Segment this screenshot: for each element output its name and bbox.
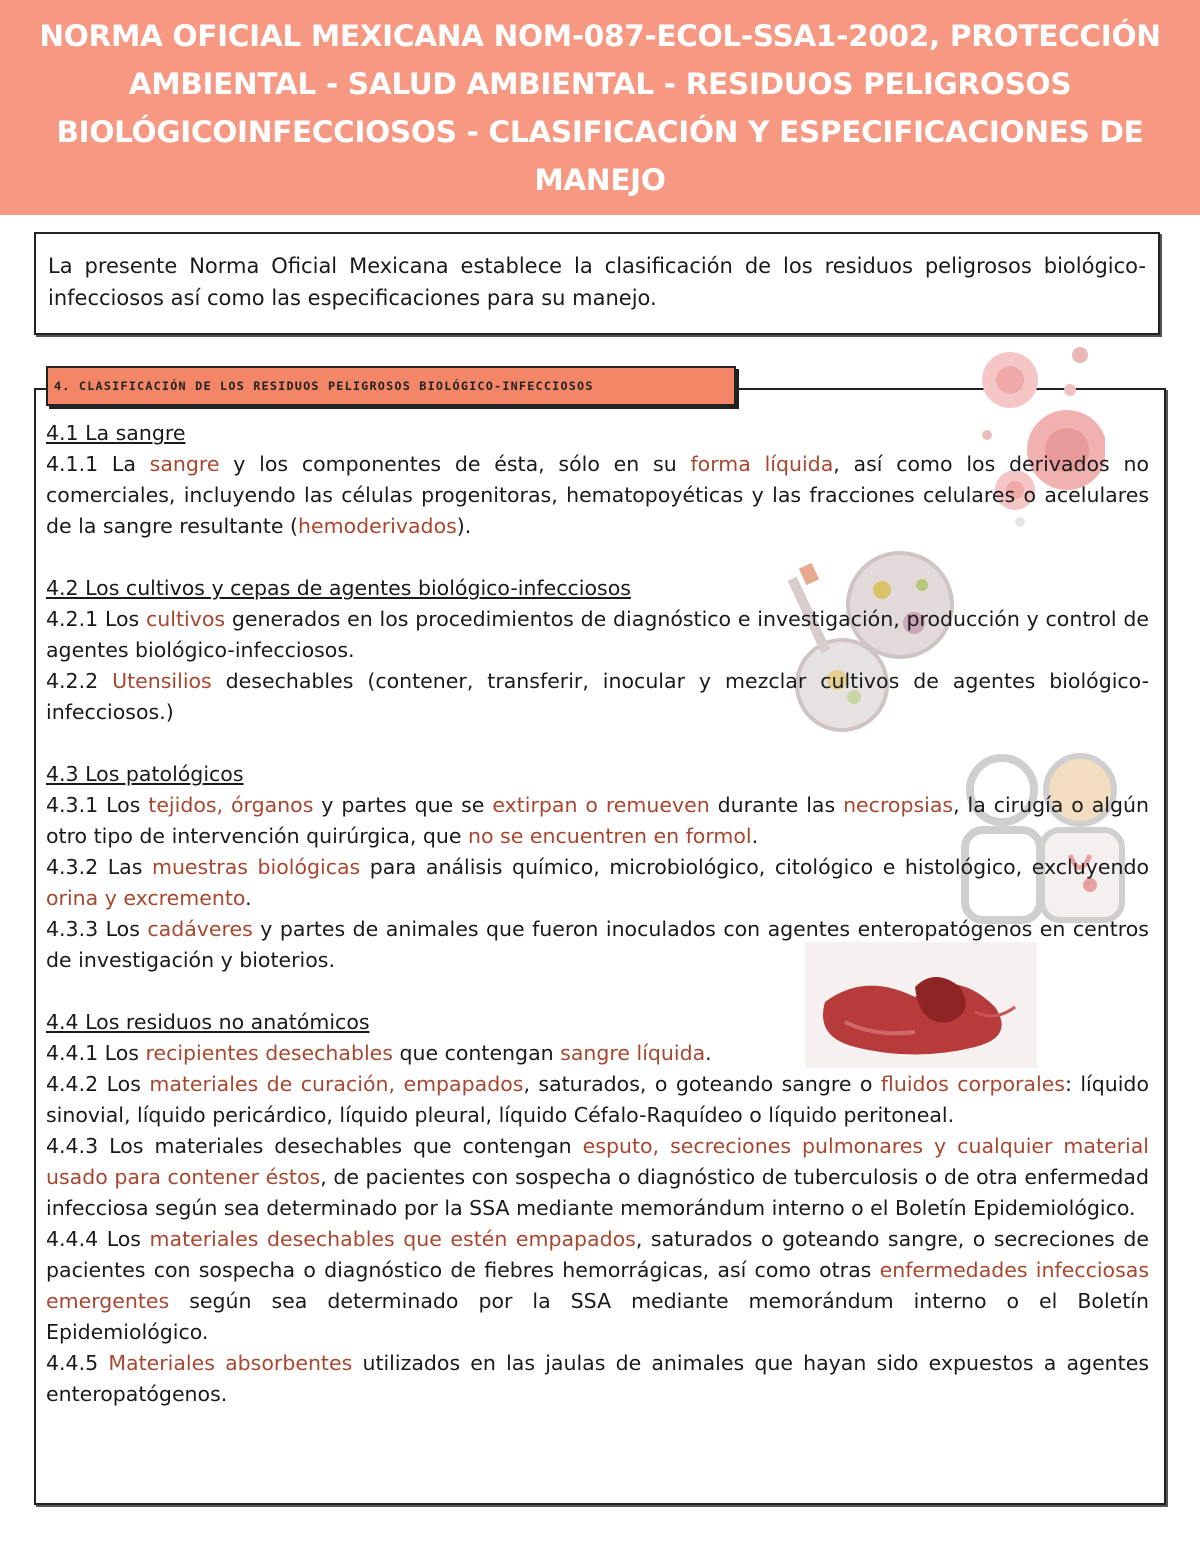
text-run: ).: [456, 514, 472, 538]
highlighted-term: recipientes desechables: [145, 1041, 393, 1065]
text-run: desechables (contener, transferir, inocular y mezclar cultivos de agentes biológico-infecciosos.): [46, 669, 1149, 724]
title-banner: [0, 0, 1200, 215]
text-run: generados en los procedimientos de diagnóstico e investigación, producción y control de agentes biológico-infecciosos.: [46, 607, 1149, 662]
text-run: y los componentes de ésta, sólo en su: [219, 452, 691, 476]
text-run: 4.3.2 Las: [46, 855, 152, 879]
paragraph-4-4-5: [46, 1348, 1149, 1410]
text-run: , saturados o goteando sangre, o secreciones de pacientes con sospecha o diagnóstico de fiebres hemorrágicas, así como otras: [46, 1227, 1150, 1282]
text-run: según sea determinado por la SSA mediante memorándum interno o el Boletín Epidemiológico.: [46, 1289, 1149, 1344]
highlighted-term: enfermedades infecciosas emergentes: [46, 1258, 1150, 1313]
text-run: 4.4.5: [46, 1351, 109, 1375]
paragraph-4-4-2: [46, 1069, 1149, 1131]
paragraph-4-3-3: [46, 914, 1149, 976]
highlighted-term: cadáveres: [147, 917, 253, 941]
paragraph-4-2-2: [46, 666, 1149, 728]
highlighted-term: materiales de curación, empapados: [149, 1072, 524, 1096]
text-run: : líquido sinovial, líquido pericárdico, líquido pleural, líquido Céfalo-Raquídeo o líquido peritoneal.: [46, 1072, 1149, 1127]
text-run: 4.3.1 Los: [46, 793, 149, 817]
section-title: 4. CLASIFICACIÓN DE LOS RESIDUOS PELIGROSOS BIOLÓGICO-INFECCIOSOS: [54, 379, 594, 393]
text-run: para análisis químico, microbiológico, citológico e histológico, excluyendo: [360, 855, 1149, 879]
text-run: y partes que se: [313, 793, 493, 817]
classification-content: [46, 418, 1149, 1410]
page-title: NORMA OFICIAL MEXICANA NOM-087-ECOL-SSA1-2002, PROTECCIÓN AMBIENTAL - SALUD AMBIENTAL - RESIDUOS PELIGROSOS BIOLÓGICOINFECCIOSOS - CLASIFICACIÓN Y ESPECIFICACIONES DE MANEJO: [39, 18, 1161, 197]
text-run: 4.4.2 Los: [46, 1072, 150, 1096]
highlighted-term: Utensilios: [112, 669, 212, 693]
paragraph-4-1-1: [46, 449, 1149, 542]
text-run: 4.4.4 Los: [46, 1227, 150, 1251]
subsection-heading-4-1: 4.1 La sangre: [46, 421, 186, 445]
subsection-heading-4-4: 4.4 Los residuos no anatómicos: [46, 1010, 370, 1034]
paragraph-4-4-3: [46, 1131, 1149, 1224]
text-run: y partes de animales que fueron inoculados con agentes enteropatógenos en centros de investigación y bioterios.: [46, 917, 1149, 972]
paragraph-4-4-1: [46, 1038, 1149, 1069]
text-run: .: [245, 886, 252, 910]
highlighted-term: fluidos corporales: [880, 1072, 1065, 1096]
text-run: 4.4.1 Los: [46, 1041, 146, 1065]
highlighted-term: esputo, secreciones pulmonares y cualquier material usado para contener éstos: [46, 1134, 1150, 1189]
highlighted-term: muestras biológicas: [151, 855, 361, 879]
highlighted-term: tejidos, órganos: [148, 793, 314, 817]
text-run: .: [705, 1041, 712, 1065]
intro-box: [34, 232, 1160, 335]
paragraph-4-4-4: [46, 1224, 1149, 1348]
text-run: , saturados, o goteando sangre o: [523, 1072, 881, 1096]
highlighted-term: sangre: [149, 452, 220, 476]
highlighted-term: cultivos: [146, 607, 226, 631]
text-run: , de pacientes con sospecha o diagnóstico de tuberculosis o de otra enfermedad infecciosa según sea determinado por la SSA mediante memorándum interno o el Boletín Epidemiológico.: [46, 1165, 1149, 1220]
text-run: 4.1.1 La: [46, 452, 150, 476]
text-run: 4.3.3 Los: [46, 917, 148, 941]
subsection-heading-4-2: 4.2 Los cultivos y cepas de agentes biológico-infecciosos: [46, 576, 631, 600]
paragraph-4-2-1: [46, 604, 1149, 666]
text-run: , así como los derivados no comerciales, incluyendo las células progenitoras, hematopoyéticas y las fracciones celulares o acelulares de la sangre resultante (: [46, 452, 1149, 538]
highlighted-term: Materiales absorbentes: [108, 1351, 353, 1375]
paragraph-4-3-2: [46, 852, 1149, 914]
text-run: utilizados en las jaulas de animales que hayan sido expuestos a agentes enteropatógenos.: [46, 1351, 1150, 1406]
text-run: durante las: [709, 793, 844, 817]
highlighted-term: orina y excremento: [46, 886, 246, 910]
paragraph-4-3-1: [46, 790, 1149, 852]
highlighted-term: sangre líquida: [560, 1041, 706, 1065]
text-run: 4.4.3 Los materiales desechables que contengan: [46, 1134, 583, 1158]
text-run: , la cirugía o algún otro tipo de intervención quirúrgica, que: [46, 793, 1149, 848]
highlighted-term: hemoderivados: [298, 514, 457, 538]
text-run: .: [751, 824, 759, 848]
subsection-heading-4-3: 4.3 Los patológicos: [46, 762, 244, 786]
highlighted-term: forma líquida: [690, 452, 834, 476]
intro-text: La presente Norma Oficial Mexicana establece la clasificación de los residuos peligrosos biológico-infecciosos así como las especificaciones para su manejo.: [48, 254, 1146, 310]
highlighted-term: necropsias: [843, 793, 954, 817]
text-run: 4.2.2: [46, 669, 113, 693]
text-run: que contengan: [392, 1041, 561, 1065]
highlighted-term: extirpan o remueven: [492, 793, 710, 817]
text-run: 4.2.1 Los: [46, 607, 147, 631]
highlighted-term: no se encuentren en formol: [467, 824, 752, 848]
section-title-tag: [46, 366, 736, 406]
highlighted-term: materiales desechables que estén empapados: [149, 1227, 636, 1251]
